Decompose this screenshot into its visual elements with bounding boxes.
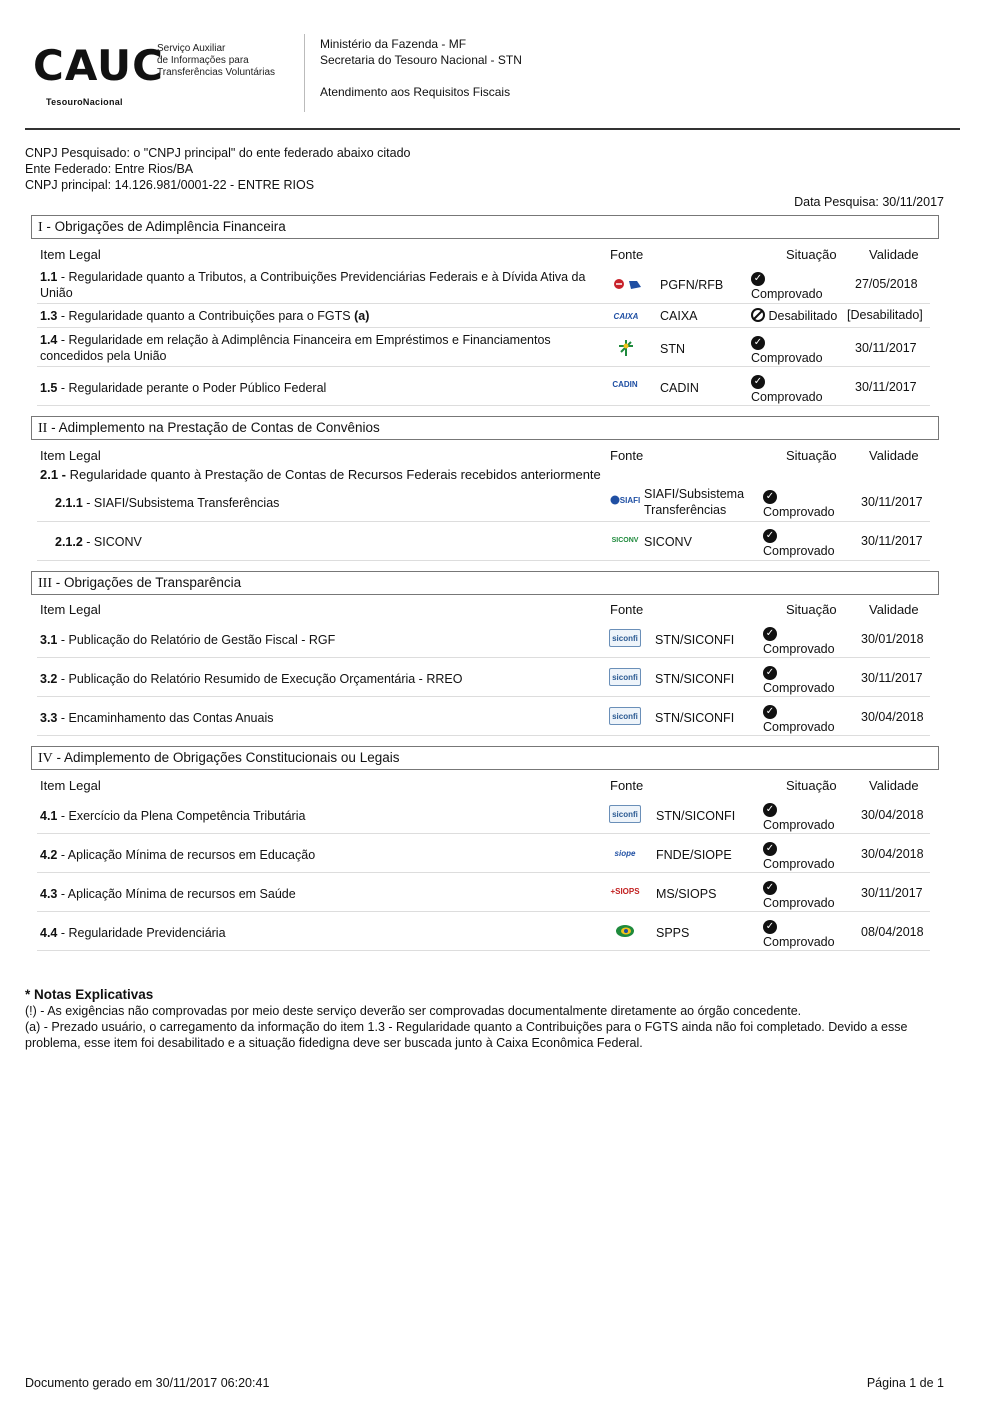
siconfi-logo: siconfi xyxy=(609,629,641,647)
explanatory-notes xyxy=(25,987,935,1051)
pgfn-rfb-logo xyxy=(610,276,644,292)
note-2: (a) - Prezado usuário, o carregamento da informação do item 1.3 - Regularidade quanto a Contribuições para o FGTS ainda não foi completado. Devido a esse problema, esse item foi desabilitado e a situação fidedigna deve ser buscada junto à Caixa Econômica Federal. xyxy=(25,1020,908,1050)
tesouro-nacional-logo: TesouroNacional xyxy=(46,97,123,107)
service-name: Atendimento aos Requisitos Fiscais xyxy=(320,85,511,99)
table-row: 3.1 - Publicação do Relatório de Gestão Fiscal - RGF siconfi STN/SICONFI ✓ Comprovado 30/01/2018 xyxy=(37,621,930,658)
check-icon: ✓ xyxy=(763,881,777,895)
table-row: 4.3 - Aplicação Mínima de recursos em Saúde +SIOPS MS/SIOPS ✓ Comprovado 30/11/2017 xyxy=(37,875,930,912)
check-icon: ✓ xyxy=(763,666,777,680)
table-row: 1.4 - Regularidade em relação à Adimplência Financeira em Empréstimos e Financiamentos concedidos pela União STN ✓ Comprovado 30/11/2017 xyxy=(37,331,930,367)
secretariat-name: Secretaria do Tesouro Nacional - STN xyxy=(320,53,522,67)
col-validade: Validade xyxy=(869,778,919,793)
table-row: 4.1 - Exercício da Plena Competência Tributária siconfi STN/SICONFI ✓ Comprovado 30/04/2018 xyxy=(37,797,930,834)
table-row: 4.2 - Aplicação Mínima de recursos em Educação siope FNDE/SIOPE ✓ Comprovado 30/04/2018 xyxy=(37,836,930,873)
cnpj-principal: CNPJ principal: 14.126.981/0001-22 - ENTRE RIOS xyxy=(25,178,315,192)
ministry-block xyxy=(320,36,522,100)
table-row: 1.3 - Regularidade quanto a Contribuições para o FGTS (a) CAIXA CAIXA Desabilitado [Desabilitado] xyxy=(37,306,930,328)
table-row: 3.2 - Publicação do Relatório Resumido de Execução Orçamentária - RREO siconfi STN/SICONFI ✓ Comprovado 30/11/2017 xyxy=(37,660,930,697)
generated-date: Documento gerado em 30/11/2017 06:20:41 xyxy=(25,1376,270,1390)
col-item: Item Legal xyxy=(40,778,101,793)
col-situacao: Situação xyxy=(786,778,837,793)
note-1: (!) - As exigências não comprovadas por meio deste serviço deverão ser comprovadas documentalmente diretamente ao órgão concedente. xyxy=(25,1004,802,1018)
check-icon: ✓ xyxy=(763,920,777,934)
spps-logo xyxy=(613,921,637,941)
page-number: Página 1 de 1 xyxy=(866,1376,944,1390)
check-icon: ✓ xyxy=(763,803,777,817)
check-icon: ✓ xyxy=(751,336,765,350)
check-icon: ✓ xyxy=(763,627,777,641)
check-icon: ✓ xyxy=(763,842,777,856)
caixa-logo: CAIXA xyxy=(613,311,639,321)
table-row: 3.3 - Encaminhamento das Contas Anuais siconfi STN/SICONFI ✓ Comprovado 30/04/2018 xyxy=(37,699,930,736)
disabled-icon xyxy=(751,308,765,322)
siconfi-logo: siconfi xyxy=(609,707,641,725)
siconfi-logo: siconfi xyxy=(609,805,641,823)
logo-tagline: Serviço Auxiliar de Informações para Transferências Voluntárias xyxy=(157,43,276,78)
col-validade: Validade xyxy=(869,247,919,262)
section-title-3: III - Obrigações de Transparência xyxy=(31,571,939,595)
search-info xyxy=(25,145,411,193)
cnpj-pesquisado: CNPJ Pesquisado: o "CNPJ principal" do ente federado abaixo citado xyxy=(25,146,411,160)
section-title-4: IV - Adimplemento de Obrigações Constitucionais ou Legais xyxy=(31,746,939,770)
table-row: 1.1 - Regularidade quanto a Tributos, a Contribuições Previdenciárias Federais e à Dívida Ativa da União PGFN/RFB ✓ Comprovado 27/05/2018 xyxy=(37,268,930,304)
table-row: 1.5 - Regularidade perante o Poder Público Federal CADIN CADIN ✓ Comprovado 30/11/2017 xyxy=(37,370,930,406)
siconfi-logo: siconfi xyxy=(609,668,641,686)
ministry-name: Ministério da Fazenda - MF xyxy=(320,37,467,51)
col-situacao: Situação xyxy=(786,602,837,617)
col-situacao: Situação xyxy=(786,448,837,463)
section-title-1: I - Obrigações de Adimplência Financeira xyxy=(31,215,939,239)
col-situacao: Situação xyxy=(786,247,837,262)
cadin-logo: CADIN xyxy=(612,379,638,389)
check-icon: ✓ xyxy=(763,490,777,504)
table-row: 2.1.2 - SICONV SICONV SICONV ✓ Comprovado 30/11/2017 xyxy=(37,524,930,561)
notes-title: * Notas Explicativas xyxy=(25,987,154,1002)
header-divider xyxy=(304,34,305,112)
col-item: Item Legal xyxy=(40,448,101,463)
data-pesquisa: Data Pesquisa: 30/11/2017 xyxy=(794,195,944,209)
page-header xyxy=(25,34,960,130)
check-icon: ✓ xyxy=(751,375,765,389)
subheading-2-1: 2.1 - Regularidade quanto à Prestação de Contas de Recursos Federais recebidos anteriormente xyxy=(40,467,601,482)
siconv-logo: SICONV xyxy=(611,536,639,544)
siope-logo: siope xyxy=(614,848,636,858)
siafi-logo: SIAFI xyxy=(608,493,642,507)
col-validade: Validade xyxy=(869,602,919,617)
col-item: Item Legal xyxy=(40,602,101,617)
col-fonte: Fonte xyxy=(610,778,644,793)
logo-wordmark: CAUC xyxy=(33,41,164,90)
cauc-logo xyxy=(33,41,164,90)
check-icon: ✓ xyxy=(751,272,765,286)
table-row: 4.4 - Regularidade Previdenciária SPPS ✓ Comprovado 08/04/2018 xyxy=(37,914,930,951)
table-row: 2.1.1 - SIAFI/Subsistema Transferências SIAFI SIAFI/Subsistema Transferências ✓ Comprovado 30/11/2017 xyxy=(37,485,930,522)
col-fonte: Fonte xyxy=(610,602,644,617)
siops-logo: +SIOPS xyxy=(610,886,640,896)
col-fonte: Fonte xyxy=(610,448,644,463)
col-fonte: Fonte xyxy=(610,247,644,262)
col-validade: Validade xyxy=(869,448,919,463)
ente-federado: Ente Federado: Entre Rios/BA xyxy=(25,162,194,176)
col-item: Item Legal xyxy=(40,247,101,262)
check-icon: ✓ xyxy=(763,705,777,719)
section-title-2: II - Adimplemento na Prestação de Contas de Convênios xyxy=(31,416,939,440)
check-icon: ✓ xyxy=(763,529,777,543)
stn-logo xyxy=(615,337,637,359)
